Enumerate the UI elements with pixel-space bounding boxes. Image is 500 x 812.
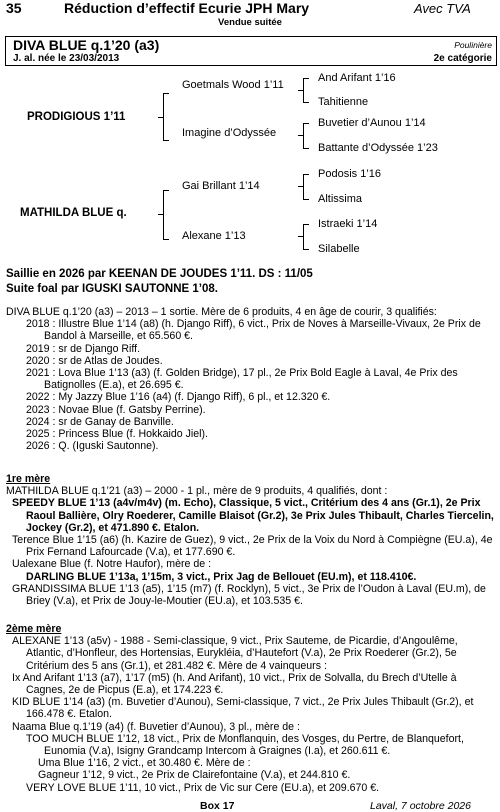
production-intro: DIVA BLUE q.1’20 (a3) – 2013 – 1 sortie. Mère de 6 produits, 4 en âge de courir, 3 qualifiés: <box>6 306 437 318</box>
horse-name: DIVA BLUE q.1’20 (a3) <box>13 37 160 53</box>
mere1-ualexane: Ualexane Blue (f. Notre Haufor), mère de : <box>12 558 212 571</box>
bracket-line <box>298 186 303 187</box>
mere1-speedy: SPEEDY BLUE 1’13 (a4v/m4v) (m. Echo), Classique, 5 vict., Critérium des 4 ans (Gr.1), 2e Prix Raoul Ballière, Olry Roederer, Camille Blaisot (Gr.2), 3e Prix Jules Thibault, Charles Tiercelin, Jockey (Gr.2), et 471.890 €. Etalon. <box>12 497 494 534</box>
bracket-line <box>163 93 164 141</box>
mere2-ix: Ix And Arifant 1’13 (a7), 1’17 (m5) (h. And Arifant), 10 vict., Prix de Solvalla, du Brech d’Utelle à Cagnes, 2e de Picpus (E.a), et 174.223 €. <box>12 671 457 697</box>
production-section <box>6 306 496 452</box>
pedigree-dam-sire: Gai Brillant 1’14 <box>182 180 260 192</box>
bracket-line <box>303 174 309 175</box>
pedigree-g3: Buvetier d’Aunou 1’14 <box>318 117 426 129</box>
saillie-line: Saillie en 2026 par KEENAN DE JOUDES 1’11. DS : 11/05 <box>6 268 313 280</box>
mere2-verylove: VERY LOVE BLUE 1’11, 10 vict., Prix de Vic sur Cere (EU.a), et 209.670 €. <box>26 781 380 794</box>
bracket-line <box>303 249 309 250</box>
bracket-line <box>303 78 304 103</box>
horse-info-box <box>5 36 497 66</box>
mere2-gagneur: Gagneur 1’12, 9 vict., 2e Prix de Clairefontaine (V.a), et 244.810 €. <box>38 769 351 782</box>
mere1-darling: DARLING BLUE 1’13a, 1’15m, 3 vict., Prix Jag de Bellouet (EU.m), et 118.410€. <box>26 570 417 583</box>
bracket-line <box>303 102 309 103</box>
bracket-line <box>303 123 309 124</box>
bracket-line <box>303 174 304 200</box>
page-subtitle: Vendue suitée <box>218 17 282 28</box>
production-2018: 2018 : Illustre Blue 1’14 (a8) (h. Django Riff), 6 vict., Prix de Noves à Marseille-Vivaux, 2e Prix de Bandol à Marseille, et 65.560 €. <box>26 318 481 343</box>
production-2020: 2020 : sr de Atlas de Joudes. <box>26 354 163 367</box>
bracket-line <box>163 190 169 191</box>
bracket-line <box>303 78 309 79</box>
bracket-line <box>303 199 309 200</box>
pedigree-sire-sire: Goetmals Wood 1’11 <box>182 79 284 91</box>
mere2-uma: Uma Blue 1’16, 2 vict., et 30.480 €. Mère de : <box>38 757 251 770</box>
mere2-section <box>6 623 496 794</box>
pedigree-sire-dam: Imagine d’Odyssée <box>182 127 277 139</box>
production-2025: 2025 : Princess Blue (f. Hokkaido Jiel). <box>26 428 208 441</box>
horse-birth: J. al. née le 23/03/2013 <box>13 53 120 64</box>
bracket-line <box>303 224 309 225</box>
mere2-naama: Naama Blue q.1’19 (a4) (f. Buvetier d’Aunou), 3 pl., mère de : <box>12 720 300 733</box>
pedigree-dam: MATHILDA BLUE q. <box>20 207 127 219</box>
pedigree-g2: Tahitienne <box>318 96 369 108</box>
production-2023: 2023 : Novae Blue (f. Gatsby Perrine). <box>26 403 206 416</box>
lot-number: 35 <box>6 0 22 16</box>
bracket-line <box>163 239 169 240</box>
pedigree-g6: Altissima <box>318 193 363 205</box>
sale-date: Laval, 7 octobre 2026 <box>370 800 471 812</box>
page-title: Réduction d’effectif Ecurie JPH Mary <box>64 0 310 16</box>
bracket-line <box>163 140 169 141</box>
mere2-title: 2ème mère <box>6 623 62 635</box>
mere1-terence: Terence Blue 1’15 (a6) (h. Kazire de Guez), 9 vict., 2e Prix de la Voix du Nord à Compiègne (EU.a), 4e Prix Fernand Lafourcade (V.a), et 177.690 €. <box>12 534 493 559</box>
mere2-alexane: ALEXANE 1’13 (a5v) - 1988 - Semi-classique, 9 vict., Prix Sauteme, de Picardie, d’Angoulême, Atlantic, d’Honfleur, des Hortensias, Eurykléia, d’Hautefort (V.a), 2e Prix Roederer (Gr.2), 5e Critérium des 5 ans (Gr.1), et 281.482 €. Mère de 4 vainqueurs : <box>12 635 458 672</box>
mere2-toomuch: TOO MUCH BLUE 1’12, 18 vict., Prix de Monflanquin, des Vosges, du Pertre, de Blanquefort, Eunomia (V.a), Isigny Grandcamp Intercom à Graignes (I.a), et 260.611 €. <box>26 732 464 758</box>
pedigree-dam-dam: Alexane 1’13 <box>182 230 246 242</box>
mere1-grandissima: GRANDISSIMA BLUE 1’13 (a5), 1’15 (m7) (f. Rocklyn), 5 vict., 3e Prix de l’Oudon à Laval (EU.m), de Briey (V.a), et Prix de Jouy-le-Moutier (EU.a), et 103.535 €. <box>12 582 486 608</box>
bracket-line <box>158 117 163 118</box>
bracket-line <box>298 135 303 136</box>
pedigree-g7: Istraeki 1’14 <box>318 218 378 230</box>
box-number: Box 17 <box>200 800 235 812</box>
pedigree-g1: And Arifant 1’16 <box>318 72 396 84</box>
pedigree-g8: Silabelle <box>318 243 360 255</box>
production-2024: 2024 : sr de Ganay de Banville. <box>26 415 174 428</box>
horse-sex: Poulinière <box>454 40 492 50</box>
mere2-kid: KID BLUE 1’14 (a3) (m. Buvetier d’Aunou), Semi-classique, 7 vict., 2e Prix Jules Thibault (Gr.2), et 166.478 €. Etalon. <box>12 696 474 721</box>
production-2022: 2022 : My Jazzy Blue 1’16 (a4) (f. Django Riff), 6 pl., et 12.320 €. <box>26 391 331 404</box>
bracket-line <box>303 123 304 149</box>
bracket-line <box>158 214 163 215</box>
mere1-title: 1re mère <box>6 473 51 485</box>
production-2021: 2021 : Lova Blue 1’13 (a3) (f. Golden Bridge), 17 pl., 2e Prix Bold Eagle à Laval, 4e Prix des Batignolles (E.a), et 26.695 €. <box>26 367 458 392</box>
mere1-section <box>6 473 496 607</box>
pedigree-sire: PRODIGIOUS 1’11 <box>27 111 126 123</box>
tva-note: Avec TVA <box>414 1 471 16</box>
bracket-line <box>163 190 164 240</box>
production-2026: 2026 : Q. (Iguski Sautonne). <box>26 440 159 453</box>
pedigree-g5: Podosis 1’16 <box>318 168 381 180</box>
bracket-line <box>163 93 169 94</box>
mere1-intro: MATHILDA BLUE q.1’21 (a3) – 2000 - 1 pl., mère de 9 produits, 4 qualifiés, dont : <box>6 485 388 498</box>
horse-category: 2e catégorie <box>433 53 492 64</box>
bracket-line <box>298 90 303 91</box>
bracket-line <box>298 236 303 237</box>
production-2019: 2019 : sr de Django Riff. <box>26 342 141 355</box>
bracket-line <box>303 148 309 149</box>
suite-foal-line: Suite foal par IGUSKI SAUTONNE 1’08. <box>6 283 218 295</box>
pedigree-g4: Battante d’Odyssée 1’23 <box>318 142 438 154</box>
bracket-line <box>303 224 304 250</box>
